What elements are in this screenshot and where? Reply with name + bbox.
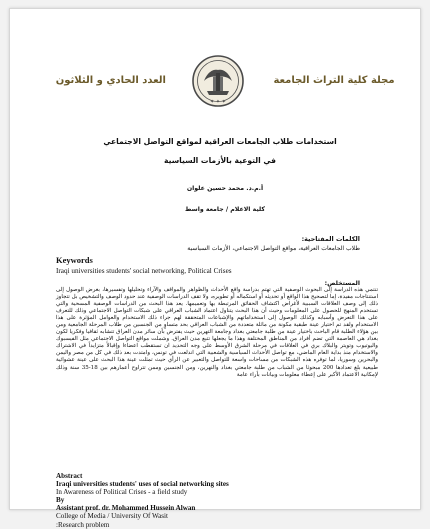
abstract-en-heading: Abstract bbox=[56, 472, 83, 480]
article-title bbox=[70, 132, 370, 170]
document-page bbox=[9, 8, 421, 529]
abstract-en-affiliation: College of Media / University Of Wasit bbox=[56, 512, 168, 521]
keywords-en-heading: Keywords bbox=[56, 255, 93, 265]
author-affiliation-ar: كلية الاعلام / جامعة واسط bbox=[184, 206, 265, 213]
article-title-line2: في التوعية بالأزمات السياسية bbox=[163, 156, 276, 165]
svg-text:✦ ✦ ✦: ✦ ✦ ✦ bbox=[210, 99, 226, 105]
keywords-ar-heading: الكلمات المفتاحية: bbox=[301, 235, 360, 243]
article-content bbox=[10, 9, 422, 529]
journal-title: مجلة كلية التراث الجامعة bbox=[273, 75, 395, 86]
abstract-en-title-line2: In Awareness of Political Crises - a field study bbox=[56, 488, 188, 497]
abstract-en-by: By bbox=[56, 496, 65, 505]
author-name-ar: أ.م.د. محمد حسين علوان bbox=[186, 185, 264, 192]
keywords-ar-text: طلاب الجامعات العراقية، مواقع التواصل الاجتماعي، الأزمات السياسية bbox=[187, 245, 360, 252]
article-title-line1: استخدامات طلاب الجامعات العراقية لمواقع التواصل الاجتماعي bbox=[103, 137, 337, 146]
abstract-ar-body: تنتمي هذه الدراسة إلى البحوث الوصفية التي تهتم بدراسة واقع الأحداث والظواهر والمواقف والآراء وتحليلها وتفسيرها، بغرض الوصول إلى استنتاجات مفيدة، إما لتصحيح هذا الواقع أو تحديثه أو استكماله أو تطويره، ولا تقف الدراسات الوصفية عند حدود الوصف والتشخيص بل تتجاوز ذلك إلى وصف العلاقات السببية لأغراض اكتشاف الحقائق المرتبطة بها وتعميمها. يعد هذا البحث من الدراسات الوصفية المسحية والتي تستخدم المنهج للحصول على المعلومات وحيث أن هذا البحث يتناول اعتماد الشباب العراقي على شبكات التواصل الاجتماعي وذلك للتعرف على هذا التعرض وأسبابه وكذلك الوصول إلى استخداماتهم والإشباعات المتحققة لهم جراء ذلك الاستخدام والعوامل المؤثرة على هذا الاستخدام ولقد تم اختيار عينة طبقية مكونة من ماثلة متعددة من الشباب العراقي بحد متساوٍ من الجنسين من طلاب المرحلة الجامعية ومن بين هؤلاء الطلبة قام الباحث باختيار عينة من طلبة جامعتي بغداد وجامعة التهرين حيث يفترض بأن سائر مدن العراق تتشابه ثقافيا وفكريا لكون بغداد هي العاصمة التي تضم أفراد من المناطق المختلفة وهذا ما يجعلها تتبع مدن العراق. وشملت مواقع التواصل الاجتماعي مثل الفيسبوك واليوتيوب وتويتر والبلاك بري في العلاقات في مرحلة الشرق الأوسط على وجه التحديد ان تستقطب اعضاءا وإقبالاً متزايداً في الاشتراك والاستخدام منذ بداية العام الماضي، مع تواصل الأحداث السياسية والشعبية التي اندلعت في تونس، وامتدت بعد ذلك في كل من مصر واليمن والبحرين وسوريا، لما توفره هذه الشبكات من مساحات واسعة للتواصل والتعبير عن الرأي حيث تمثلت عينة هذا البحث على عينة عشوائية طبيعية بلغ تعدادها 200 مبحوثا من الشباب من طلبة جامعتي بغداد والنهرين، ومن الجنسين وممن تتراوح أعمارهم بين 18-35 سنة وذلك لإمكانية الاعتماد الأكبر على إعطاء معلومات وبيانات بأراء عامة bbox=[56, 287, 378, 378]
abstract-en-author: Assistant prof. dr. Mohammed Hussein Alwan bbox=[56, 504, 196, 513]
abstract-en bbox=[56, 472, 376, 529]
issue-title: العدد الحادي و الثلاثون bbox=[55, 75, 166, 86]
abstract-en-title-line1: Iraqi universities students' uses of social networking sites bbox=[56, 480, 229, 489]
abstract-ar-heading: المستخلص: bbox=[324, 280, 360, 287]
keywords-en-text: Iraqi universities students' social networking, Political Crises bbox=[56, 267, 232, 275]
abstract-en-research-problem: :Research problem bbox=[56, 520, 110, 529]
